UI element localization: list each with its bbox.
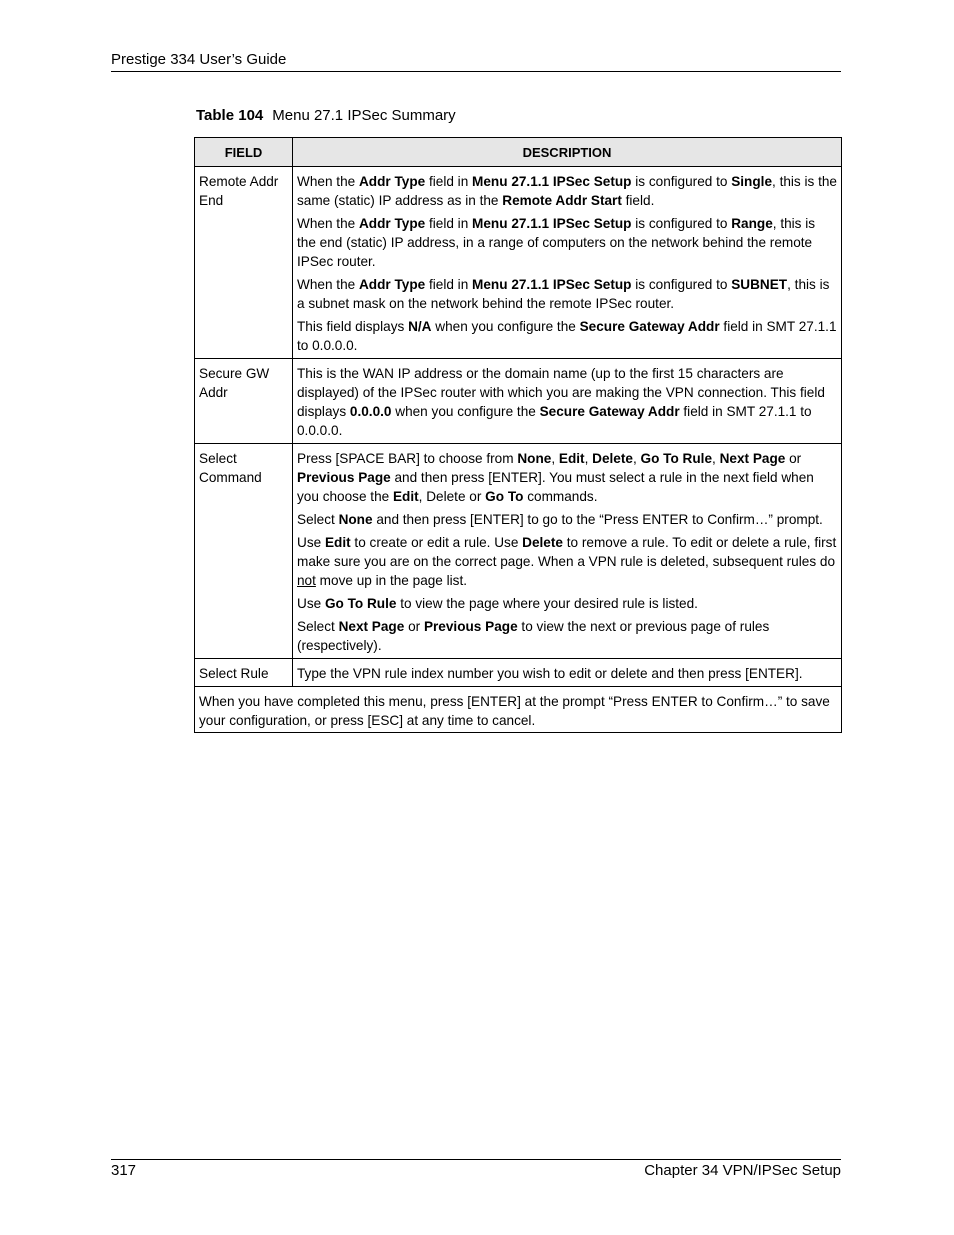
bold-term: 0.0.0.0 [349,404,392,419]
bold-term: Edit [392,489,419,504]
bold-term: Single [731,174,773,189]
bold-term: Delete [522,535,563,550]
description-text: is configured to [631,216,732,231]
ipsec-summary-table [194,137,842,733]
description-paragraph [297,364,837,440]
description-text: when you configure the [391,404,540,419]
description-text: This is the WAN IP address or the domain name (up to the first 15 characters are displayed) of the IPSec router with which you are making the VPN connection. This field displays [297,366,825,419]
description-text: Use [297,535,325,550]
description-text: , [712,451,720,466]
bold-term: None [517,451,552,466]
table-caption-label: Table 104 [196,107,264,124]
bold-term: Edit [558,451,585,466]
bold-term: Previous Page [297,470,391,485]
description-text: Select [297,619,339,634]
description-paragraph [297,617,837,655]
description-paragraph [297,317,837,355]
description-paragraph [297,533,837,590]
bold-term: Addr Type [358,174,426,189]
table-note: When you have completed this menu, press [ENTER] at the prompt “Press ENTER to Confirm…” to save your configuration, or press [ESC] at any time to cancel. [195,687,842,733]
underlined-term: not [297,573,316,588]
description-text: and then press [ENTER] to go to the “Press ENTER to Confirm…” prompt. [372,512,823,527]
description-text: to remove a rule. To edit or delete a rule, first make sure you are on the correct page. When a VPN rule is deleted, subsequent rules do [297,535,837,569]
description-paragraph [297,172,837,210]
description-text: When the [297,277,359,292]
description-paragraph [297,510,837,529]
description-text: or [785,451,802,466]
description-text: is configured to [631,277,732,292]
bold-term: Next Page [719,451,786,466]
bold-term: Go To Rule [640,451,713,466]
description-text: field. [621,193,655,208]
bold-term: Secure Gateway Addr [539,404,680,419]
description-text: field in [425,277,473,292]
bold-term: Range [731,216,773,231]
bold-term: Menu 27.1.1 IPSec Setup [472,216,632,231]
description-text: field in SMT 27.1.1 to 0.0.0.0. [297,319,837,353]
description-cell [293,359,842,444]
description-text: Press [SPACE BAR] to choose from [297,451,518,466]
description-text: , this is a subnet mask on the network behind the remote IPSec router. [297,277,830,311]
bold-term: Addr Type [358,277,426,292]
description-text: to view the next or previous page of rules (respectively). [297,619,770,653]
description-text: , [632,451,641,466]
description-text: When the [297,174,359,189]
bold-term: Menu 27.1.1 IPSec Setup [472,174,632,189]
table-body [195,167,842,733]
field-cell: Remote Addr End [195,167,293,359]
field-cell: Select Rule [195,659,293,687]
column-header-field: FIELD [195,138,293,167]
description-text: or [404,619,424,634]
description-cell [293,167,842,359]
field-cell: Select Command [195,444,293,659]
bold-term: Delete [592,451,633,466]
description-cell [293,444,842,659]
bold-term: Go To [485,489,524,504]
column-header-description: DESCRIPTION [293,138,842,167]
description-text: Use [297,596,325,611]
description-text: , Delete or [418,489,486,504]
bold-term: SUBNET [731,277,788,292]
description-paragraph [297,594,837,613]
description-text: , this is the end (static) IP address, in a range of computers on the network behind the remote IPSec router. [297,216,816,269]
page-number: 317 [111,1162,137,1179]
bold-term: Addr Type [358,216,426,231]
description-text: Type the VPN rule index number you wish to edit or delete and then press [ENTER]. [297,666,803,681]
table-row [195,359,842,444]
description-text: move up in the page list. [315,573,468,588]
description-paragraph [297,449,837,506]
header-rule [111,71,841,72]
bold-term: Secure Gateway Addr [579,319,720,334]
bold-term: N/A [408,319,432,334]
description-text: Select [297,512,339,527]
running-header-title: Prestige 334 User’s Guide [111,51,287,68]
bold-term: Previous Page [423,619,518,634]
description-text: field in [425,216,473,231]
description-text: commands. [523,489,598,504]
table-caption-text: Menu 27.1 IPSec Summary [272,107,456,124]
table-row [195,444,842,659]
description-text: , this is the same (static) IP address as in the [297,174,837,208]
table-caption [196,107,456,125]
table-row [195,167,842,359]
field-cell: Secure GW Addr [195,359,293,444]
bold-term: Go To Rule [324,596,397,611]
table-header-row [195,138,842,167]
description-text: and then press [ENTER]. You must select a rule in the next field when you choose the [297,470,814,504]
description-text: is configured to [631,174,732,189]
chapter-title: Chapter 34 VPN/IPSec Setup [644,1162,841,1179]
bold-term: Edit [324,535,351,550]
table-row [195,659,842,687]
description-text: field in [425,174,473,189]
bold-term: Next Page [338,619,405,634]
table-note-row [195,687,842,733]
description-text: field in SMT 27.1.1 to 0.0.0.0. [297,404,812,438]
bold-term: Menu 27.1.1 IPSec Setup [472,277,632,292]
description-cell [293,659,842,687]
description-text: When the [297,216,359,231]
description-text: when you configure the [431,319,580,334]
description-paragraph [297,275,837,313]
footer-rule [111,1159,841,1160]
description-paragraph [297,664,837,683]
description-text: , [551,451,559,466]
bold-term: Remote Addr Start [502,193,622,208]
description-text: This field displays [297,319,409,334]
description-text: , [584,451,593,466]
bold-term: None [338,512,373,527]
description-text: to view the page where your desired rule is listed. [396,596,698,611]
description-paragraph [297,214,837,271]
description-text: to create or edit a rule. Use [350,535,523,550]
